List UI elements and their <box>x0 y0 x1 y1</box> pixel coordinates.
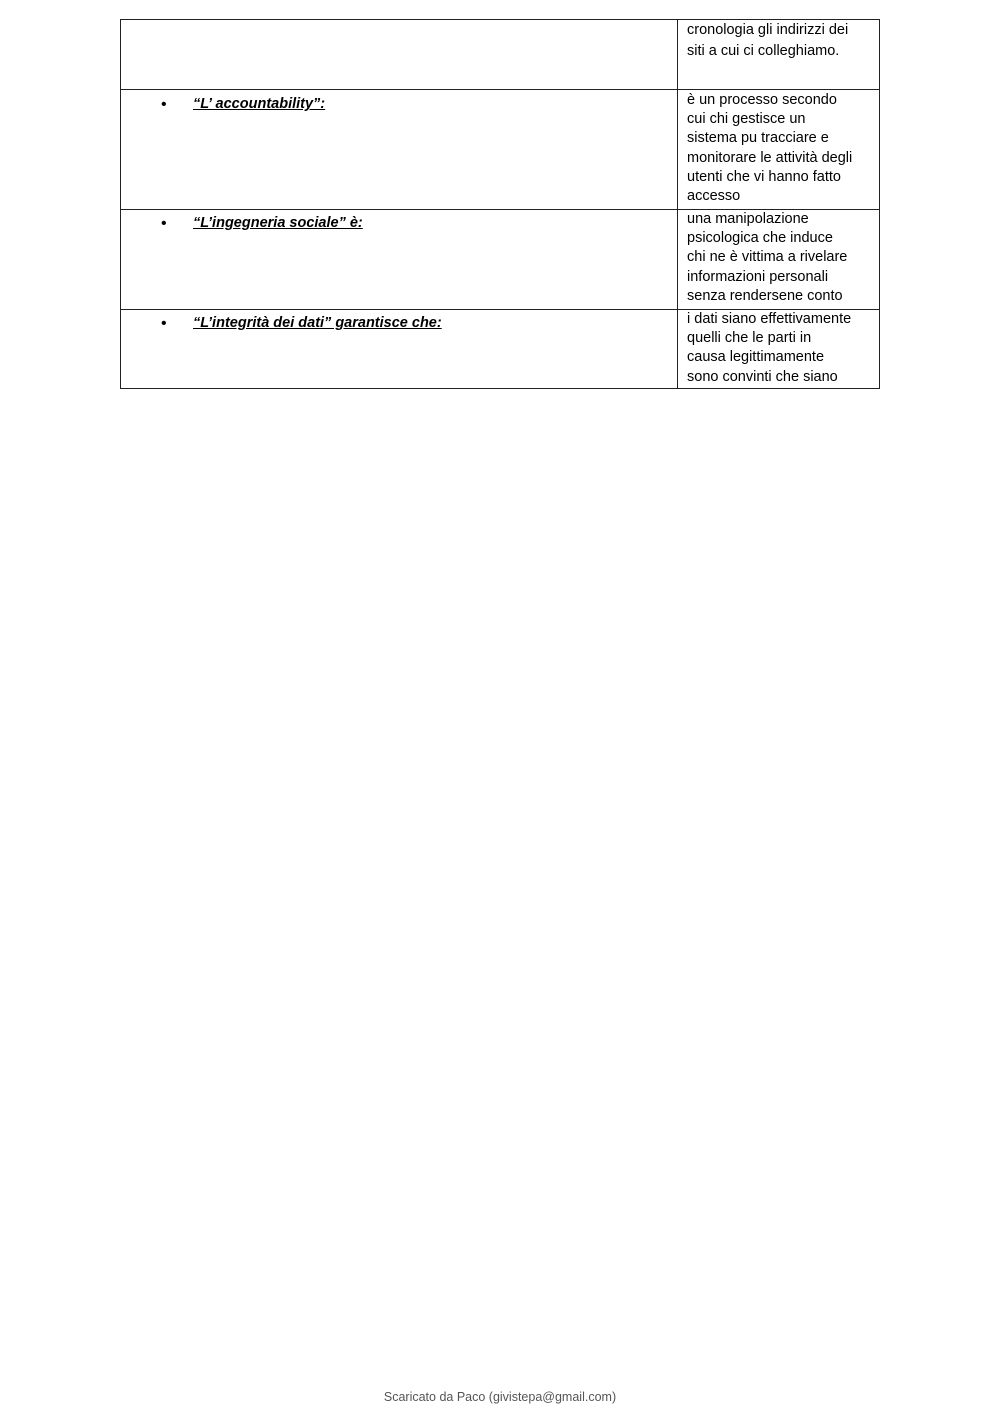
bullet-icon: • <box>161 315 167 332</box>
term-label: “L’ingegneria sociale” è: <box>193 215 363 231</box>
table-row <box>121 310 879 388</box>
term-cell <box>121 90 678 209</box>
table-row <box>121 20 879 90</box>
definition-cell <box>678 310 879 388</box>
definition-line: monitorare le attività degli <box>687 149 853 166</box>
bullet-icon: • <box>161 215 167 232</box>
definition-line: causa legittimamente <box>687 349 825 366</box>
bullet-icon: • <box>161 96 167 113</box>
definition-line: cronologia gli indirizzi dei <box>687 22 849 38</box>
term-cell <box>121 310 678 388</box>
definition-line: cui chi gestisce un <box>687 111 806 128</box>
definition-line: sono convinti che siano <box>687 368 838 385</box>
glossary-table <box>120 19 880 389</box>
definition-line: chi ne è vittima a rivelare <box>687 249 848 266</box>
definition-cell <box>678 20 879 89</box>
definition-cell <box>678 210 879 309</box>
definition-line: quelli che le parti in <box>687 330 812 347</box>
table-row <box>121 90 879 210</box>
definition-line: informazioni personali <box>687 268 829 285</box>
definition-line: psicologica che induce <box>687 230 833 247</box>
definition-line: una manipolazione <box>687 211 809 227</box>
definition-line: utenti che vi hanno fatto <box>687 168 841 185</box>
table-row <box>121 210 879 310</box>
term-cell <box>121 210 678 309</box>
definition-line: i dati siano effettivamente <box>687 311 852 327</box>
term-cell <box>121 20 678 89</box>
term-label: “L’ accountability”: <box>193 96 326 112</box>
page-footer: Scaricato da Paco (givistepa@gmail.com) <box>383 1390 617 1404</box>
term-label: “L’integrità dei dati” garantisce che: <box>193 315 442 331</box>
definition-line: è un processo secondo <box>687 92 837 108</box>
definition-line: sistema pu tracciare e <box>687 130 829 147</box>
definition-line: accesso <box>687 188 741 205</box>
definition-cell <box>678 90 879 209</box>
definition-line: senza rendersene conto <box>687 287 843 304</box>
definition-line: siti a cui ci colleghiamo. <box>687 43 840 60</box>
